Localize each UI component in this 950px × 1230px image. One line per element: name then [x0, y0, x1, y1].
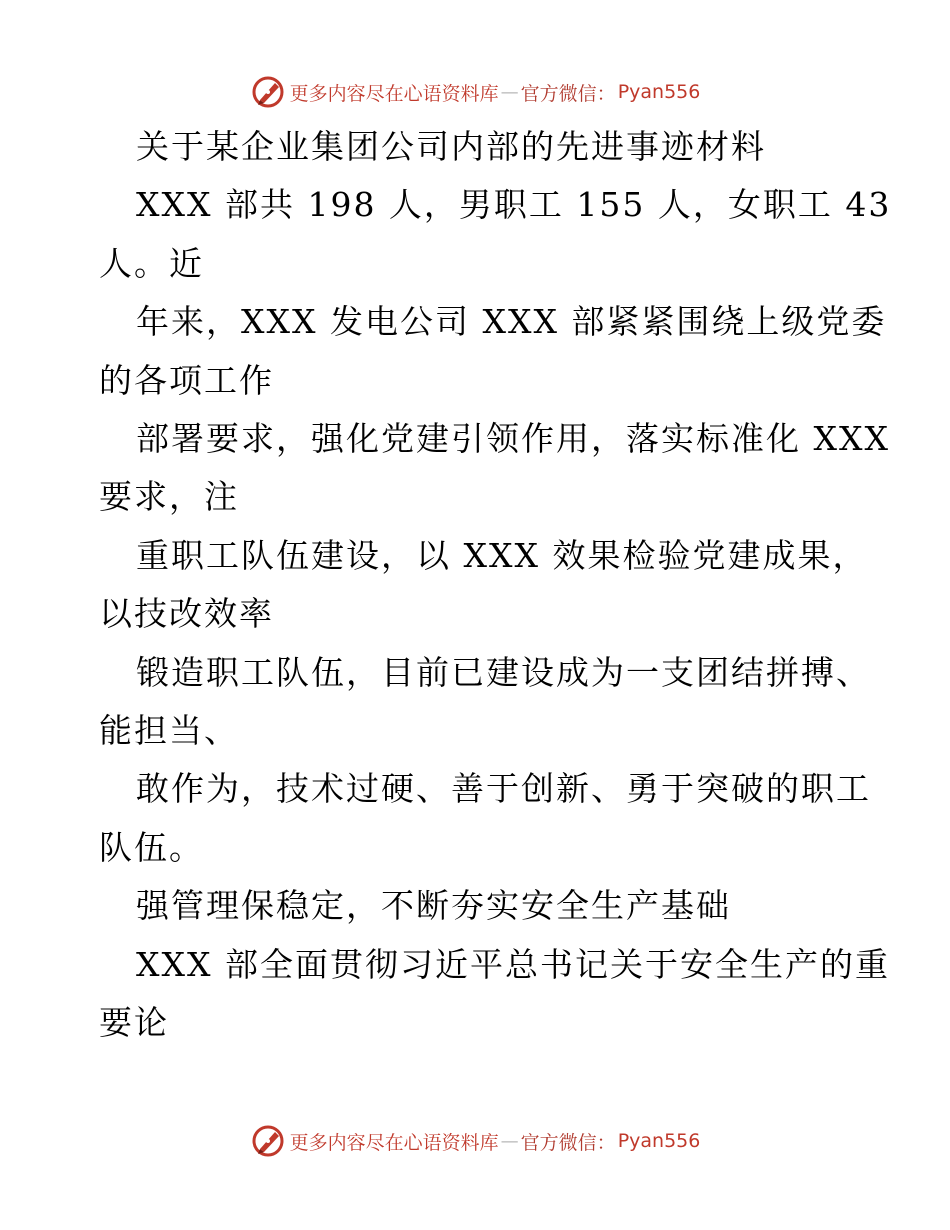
doc-line: 敢作为，技术过硬、善于创新、勇于突破的职工: [136, 769, 871, 809]
banner-wechat-id: Pyan556: [617, 81, 701, 103]
pen-logo-icon: [250, 1123, 286, 1159]
doc-line: 的各项工作: [99, 360, 274, 400]
doc-line: 部署要求，强化党建引领作用，落实标准化 XXX: [136, 419, 890, 459]
pen-logo-icon: [250, 74, 286, 110]
banner-separator: —: [500, 81, 519, 103]
header-banner: [0, 72, 950, 112]
doc-line: 队伍。: [99, 827, 204, 867]
doc-title: 关于某企业集团公司内部的先进事迹材料: [136, 127, 766, 166]
doc-section-heading: 强管理保稳定，不断夯实安全生产基础: [136, 886, 731, 926]
doc-line: 年来，XXX 发电公司 XXX 部紧紧围绕上级党委: [136, 302, 887, 342]
banner-wechat-id: Pyan556: [617, 1130, 701, 1152]
document-body: [99, 118, 892, 1053]
doc-line: 人。近: [99, 243, 204, 283]
banner-wechat-label: 官方微信：: [520, 82, 616, 105]
doc-line: 能担当、: [99, 711, 239, 751]
banner-text: 更多内容尽在心语资料库: [289, 82, 499, 105]
doc-line: 以技改效率: [99, 594, 274, 634]
footer-banner: [0, 1121, 950, 1161]
doc-line: 锻造职工队伍，目前已建设成为一支团结拼搏、: [136, 652, 871, 692]
doc-line: XXX 部共 198 人，男职工 155 人，女职工 43: [136, 185, 892, 225]
banner-separator: —: [500, 1130, 519, 1152]
doc-line: 重职工队伍建设，以 XXX 效果检验党建成果，: [136, 535, 868, 575]
doc-line: 要求，注: [99, 477, 239, 517]
banner-text: 更多内容尽在心语资料库: [289, 1131, 499, 1154]
banner-wechat-label: 官方微信：: [520, 1131, 616, 1154]
doc-line: 要论: [99, 1003, 169, 1043]
doc-line: XXX 部全面贯彻习近平总书记关于安全生产的重: [136, 944, 890, 984]
